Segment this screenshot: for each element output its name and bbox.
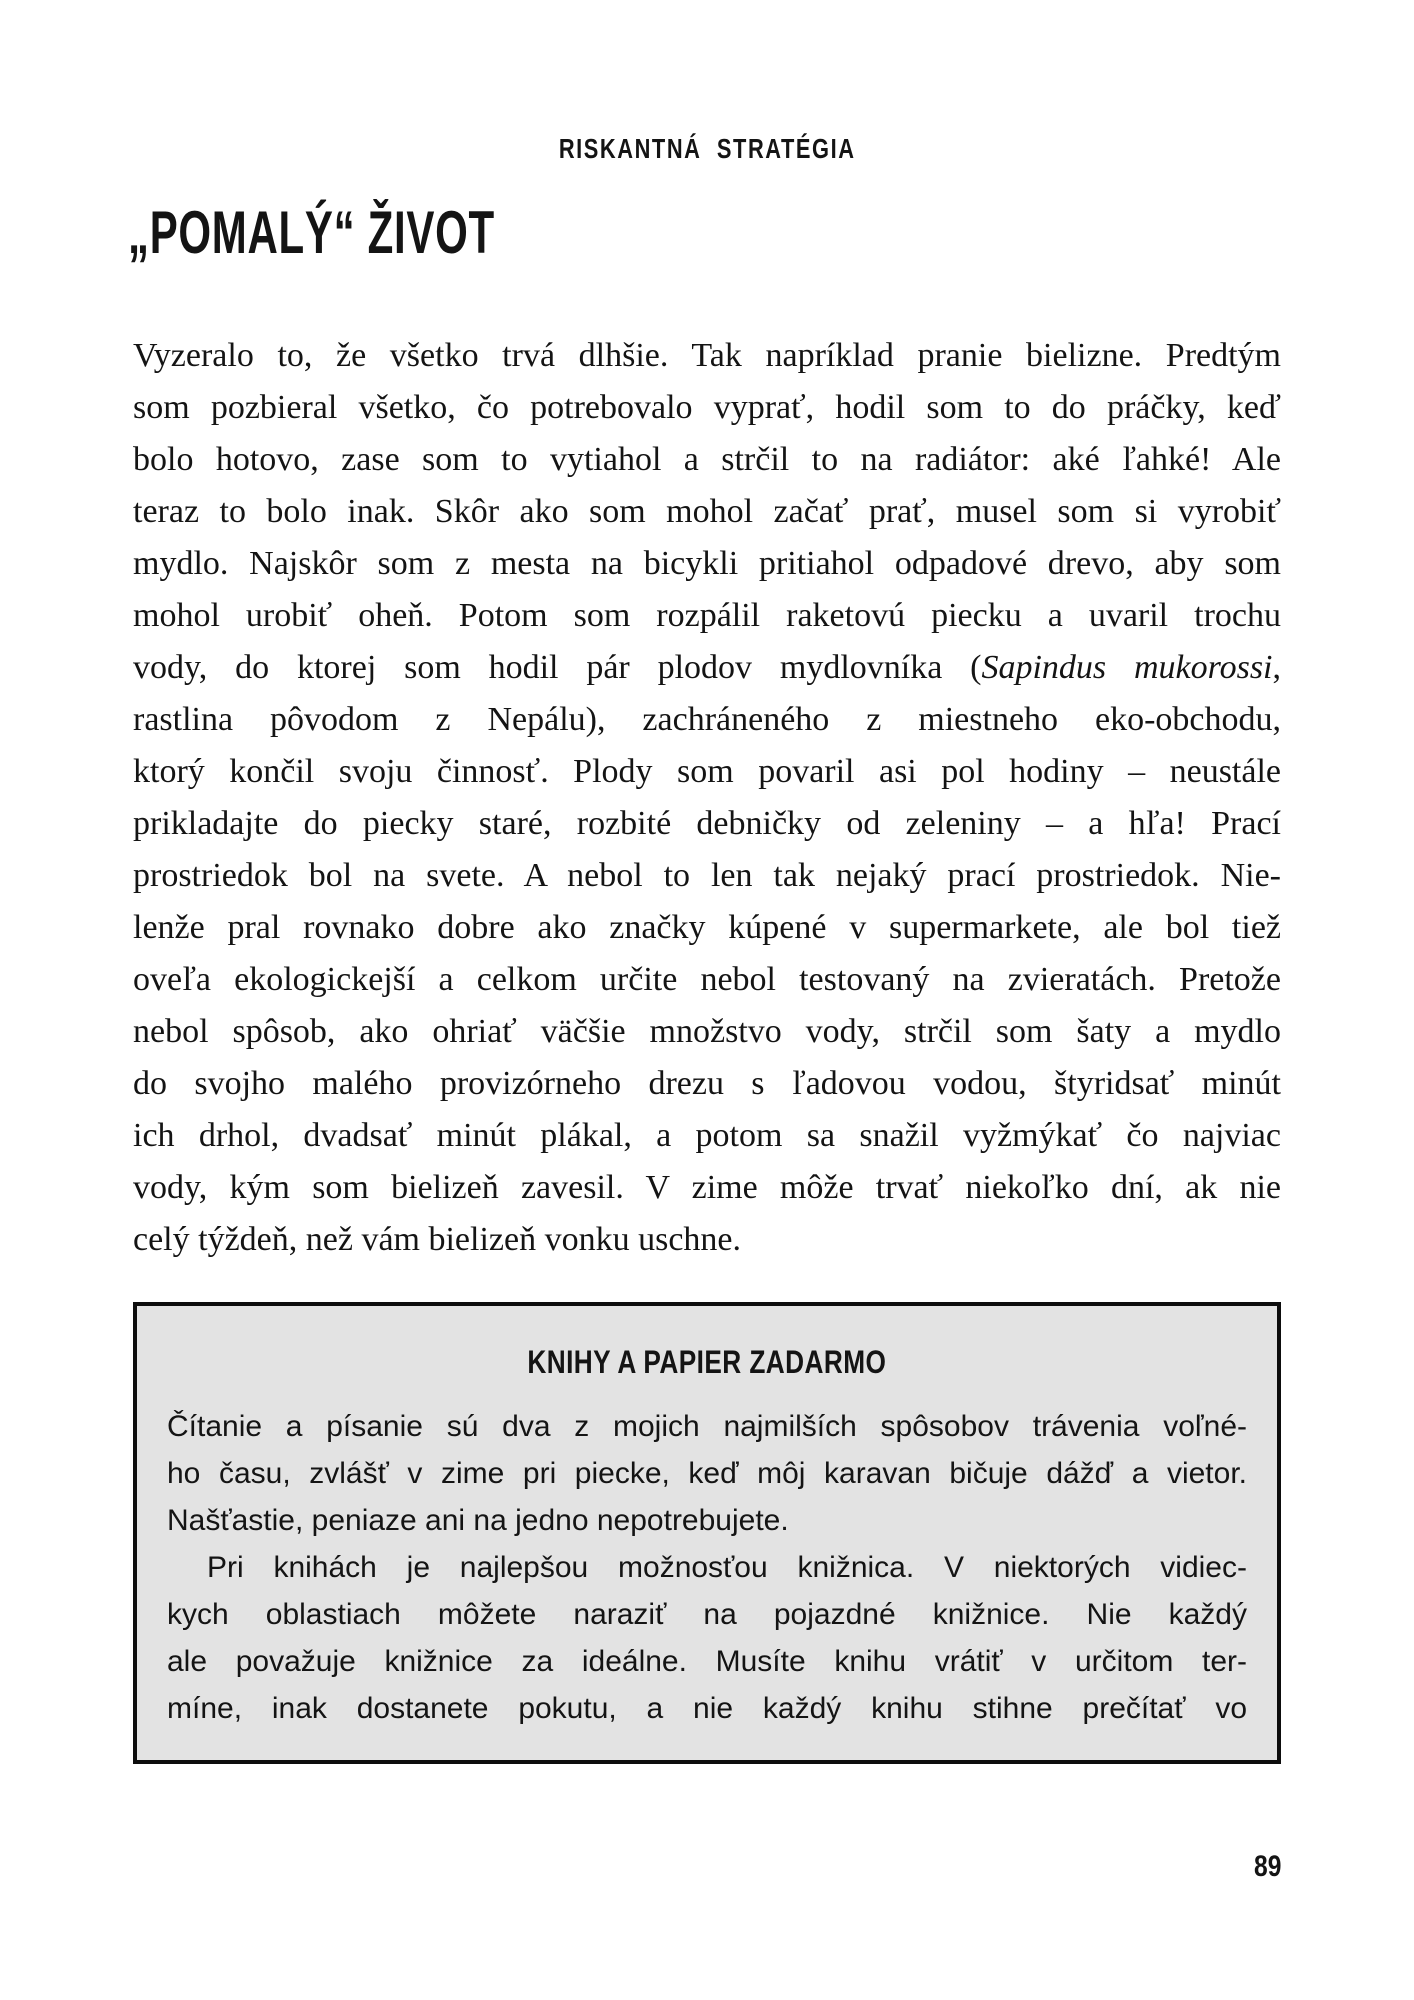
- text-line: bolo hotovo, zase som to vytiahol a strčil to na radiátor: aké ľahké! Ale: [133, 441, 1281, 478]
- text-line: oveľa ekologickejší a celkom určite nebol testovaný na zvieratách. Pretože: [133, 961, 1281, 998]
- text-line: mohol urobiť oheň. Potom som rozpálil raketovú piecku a uvaril trochu: [133, 597, 1281, 634]
- text-line: kych oblastiach môžete naraziť na pojazdné knižnice. Nie každý: [167, 1598, 1247, 1631]
- text-line: celý týždeň, než vám bielizeň vonku uschne.: [133, 1221, 741, 1258]
- text-line: teraz to bolo inak. Skôr ako som mohol začať prať, musel som si vyrobiť: [133, 493, 1281, 530]
- sidebar-box: [133, 1302, 1281, 1764]
- sidebar-box-title-text: KNIHY A PAPIER ZADARMO: [527, 1344, 887, 1380]
- text-line: do svojho malého provizórneho drezu s ľadovou vodou, štyridsať minút: [133, 1065, 1281, 1102]
- text-line: ale považuje knižnice za ideálne. Musíte knihu vrátiť v určitom ter-: [167, 1645, 1247, 1678]
- text-line: Čítanie a písanie sú dva z mojich najmilších spôsobov trávenia voľné-: [167, 1410, 1247, 1443]
- text-line: lenže pral rovnako dobre ako značky kúpené v supermarkete, ale bol tiež: [133, 909, 1281, 946]
- text-line: mydlo. Najskôr som z mesta na bicykli pritiahol odpadové drevo, aby som: [133, 545, 1281, 582]
- text-line: ho času, zvlášť v zime pri piecke, keď môj karavan bičuje dážď a vietor.: [167, 1457, 1247, 1490]
- text-line: prikladajte do piecky staré, rozbité debničky od zeleniny – a hľa! Prací: [133, 805, 1281, 842]
- text-line: Vyzeralo to, že všetko trvá dlhšie. Tak napríklad pranie bielizne. Predtým: [133, 337, 1281, 374]
- chapter-title: [128, 198, 652, 268]
- text-line: Našťastie, peniaze ani na jedno nepotrebujete.: [167, 1504, 789, 1537]
- text-line: míne, inak dostanete pokutu, a nie každý knihu stihne prečítať vo: [167, 1692, 1247, 1725]
- text-line: vody, do ktorej som hodil pár plodov mydlovníka (Sapindus mukorossi,: [133, 649, 1281, 686]
- text-line: som pozbieral všetko, čo potrebovalo vyprať, hodil som to do práčky, keď: [133, 389, 1281, 426]
- text-line: prostriedok bol na svete. A nebol to len tak nejaký prací prostriedok. Nie-: [133, 857, 1281, 894]
- text-line: nebol spôsob, ako ohriať väčšie množstvo vody, strčil som šaty a mydlo: [133, 1013, 1281, 1050]
- page-number-text: 89: [1253, 1850, 1281, 1883]
- page-number: [1248, 1850, 1281, 1884]
- text-line: vody, kým som bielizeň zavesil. V zime môže trvať niekoľko dní, ak nie: [133, 1169, 1281, 1206]
- text-line: ktorý končil svoju činnosť. Plody som povaril asi pol hodiny – neustále: [133, 753, 1281, 790]
- sidebar-box-body: [167, 1403, 1247, 1732]
- sidebar-box-title: [137, 1344, 1277, 1381]
- body-paragraph: [133, 330, 1281, 1266]
- text-line: ich drhol, dvadsať minút plákal, a potom sa snažil vyžmýkať čo najviac: [133, 1117, 1281, 1154]
- running-header: [0, 133, 1414, 166]
- chapter-title-text: „POMALÝ“ ŽIVOT: [128, 199, 495, 266]
- text-line: Pri knihách je najlepšou možnosťou knižnica. V niektorých vidiec-: [207, 1551, 1247, 1584]
- running-header-text: RISKANTNÁ STRATÉGIA: [558, 133, 856, 164]
- text-line: rastlina pôvodom z Nepálu), zachráneného z miestneho eko-obchodu,: [133, 701, 1281, 738]
